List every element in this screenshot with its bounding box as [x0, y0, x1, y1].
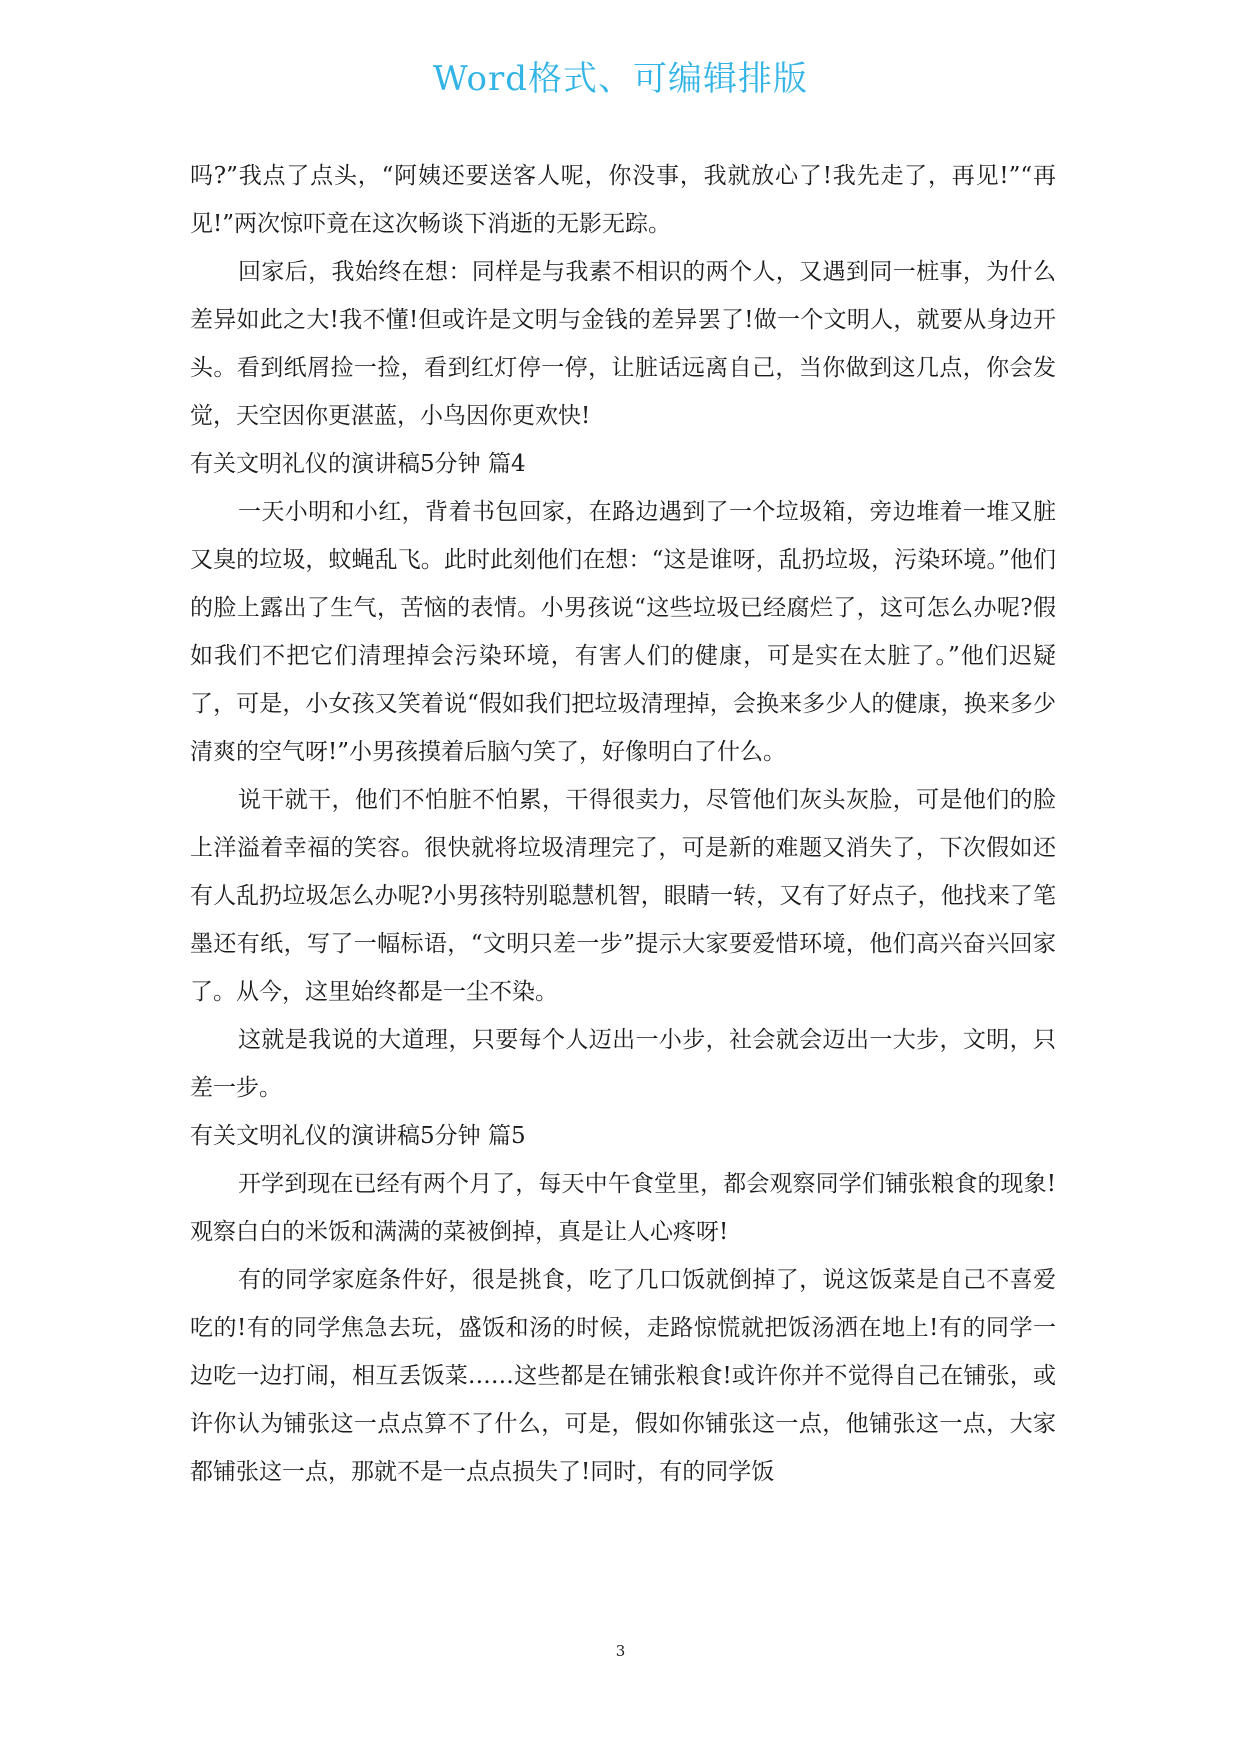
header-title: Word格式、可编辑排版: [432, 59, 809, 99]
section-heading: 有关文明礼仪的演讲稿5分钟 篇5: [190, 1123, 526, 1149]
paragraph: 说干就干，他们不怕脏不怕累，干得很卖力，尽管他们灰头灰脸，可是他们的脸上洋溢着幸福的笑容。很快就将垃圾清理完了，可是新的难题又消失了，下次假如还有人乱扔垃圾怎么办呢?小男孩特别聪慧机智，眼睛一转，又有了好点子，他找来了笔墨还有纸，写了一幅标语，“文明只差一步”提示大家要爱惜环境，他们高兴奋兴回家了。从今，这里始终都是一尘不染。: [190, 787, 1056, 1005]
paragraph: 回家后，我始终在想：同样是与我素不相识的两个人，又遇到同一桩事，为什么差异如此之大!我不懂!但或许是文明与金钱的差异罢了!做一个文明人，就要从身边开头。看到纸屑捡一捡，看到红灯停一停，让脏话远离自己，当你做到这几点，你会发觉，天空因你更湛蓝，小鸟因你更欢快!: [190, 259, 1056, 429]
paragraph: 开学到现在已经有两个月了，每天中午食堂里，都会观察同学们铺张粮食的现象!观察白白的米饭和满满的菜被倒掉，真是让人心疼呀!: [190, 1171, 1056, 1245]
paragraph: 有的同学家庭条件好，很是挑食，吃了几口饭就倒掉了，说这饭菜是自己不喜爱吃的!有的同学焦急去玩，盛饭和汤的时候，走路惊慌就把饭汤洒在地上!有的同学一边吃一边打闹，相互丢饭菜……这些都是在铺张粮食!或许你并不觉得自己在铺张，或许你认为铺张这一点点算不了什么，可是，假如你铺张这一点，他铺张这一点，大家都铺张这一点，那就不是一点点损失了!同时，有的同学饭: [190, 1267, 1056, 1485]
paragraph: 这就是我说的大道理，只要每个人迈出一小步，社会就会迈出一大步，文明，只差一步。: [190, 1027, 1056, 1101]
paragraph: 一天小明和小红，背着书包回家，在路边遇到了一个垃圾箱，旁边堆着一堆又脏又臭的垃圾，蚊蝇乱飞。此时此刻他们在想：“这是谁呀，乱扔垃圾，污染环境。”他们的脸上露出了生气，苦恼的表情。小男孩说“这些垃圾已经腐烂了，这可怎么办呢?假如我们不把它们清理掉会污染环境，有害人们的健康，可是实在太脏了。”他们迟疑了，可是，小女孩又笑着说“假如我们把垃圾清理掉，会换来多少人的健康，换来多少清爽的空气呀!”小男孩摸着后脑勺笑了，好像明白了什么。: [190, 499, 1056, 765]
page-number: 3: [615, 1642, 626, 1660]
paragraph: 吗?”我点了点头，“阿姨还要送客人呢，你没事，我就放心了!我先走了，再见!”“再见!”两次惊吓竟在这次畅谈下消逝的无影无踪。: [190, 163, 1056, 237]
document-body: [190, 152, 1056, 1496]
section-heading: 有关文明礼仪的演讲稿5分钟 篇4: [190, 451, 526, 477]
